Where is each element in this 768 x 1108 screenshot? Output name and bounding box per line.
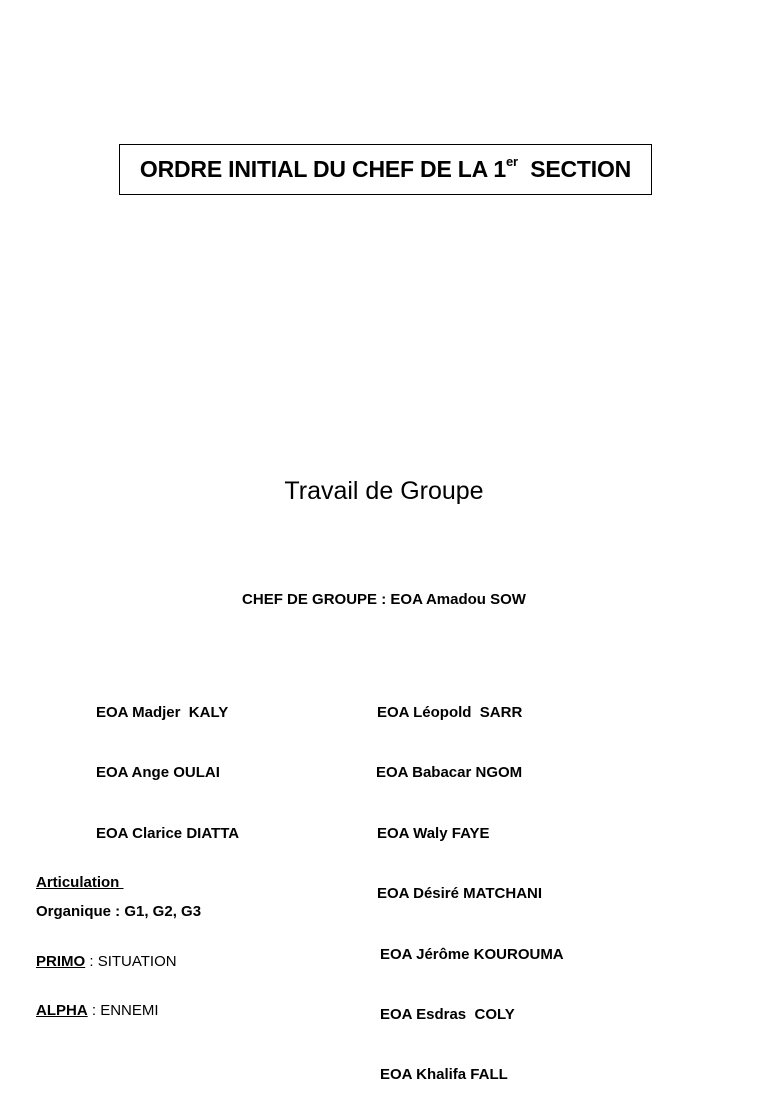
alpha-line bbox=[36, 1002, 159, 1019]
articulation-heading: Articulation bbox=[36, 874, 124, 891]
members-right-column bbox=[376, 668, 564, 1108]
member-name: EOA Waly FAYE bbox=[377, 824, 490, 842]
alpha-label: ALPHA bbox=[36, 1002, 88, 1019]
subtitle: Travail de Groupe bbox=[284, 477, 484, 505]
primo-label: PRIMO bbox=[36, 953, 86, 970]
member-name: EOA Madjer KALY bbox=[96, 704, 229, 721]
title-box bbox=[119, 144, 652, 195]
member-name: EOA Ange OULAI bbox=[96, 764, 220, 782]
alpha-value: ENNEMI bbox=[100, 1002, 159, 1019]
page-title bbox=[140, 156, 631, 183]
member-name: EOA Désiré MATCHANI bbox=[377, 885, 543, 903]
title-superscript: er bbox=[505, 154, 518, 169]
group-chief: CHEF DE GROUPE : EOA Amadou SOW bbox=[242, 591, 526, 608]
members-left-column bbox=[96, 668, 256, 865]
member-name: EOA Babacar NGOM bbox=[376, 764, 523, 782]
articulation-organique: Organique : G1, G2, G3 bbox=[36, 903, 202, 920]
member-name: EOA Jérôme KOUROUMA bbox=[380, 945, 564, 963]
primo-line bbox=[36, 953, 177, 970]
primo-value: SITUATION bbox=[97, 953, 177, 970]
member-name: EOA Khalifa FALL bbox=[380, 1066, 508, 1084]
alpha-sep: : bbox=[87, 1002, 101, 1019]
title-tail: SECTION bbox=[517, 156, 632, 182]
member-name: EOA Léopold SARR bbox=[377, 704, 523, 721]
primo-sep: : bbox=[85, 953, 98, 970]
title-main: ORDRE INITIAL DU CHEF DE LA 1 bbox=[139, 156, 506, 182]
member-name: EOA Esdras COLY bbox=[380, 1005, 515, 1023]
member-name: EOA Clarice DIATTA bbox=[96, 824, 240, 842]
